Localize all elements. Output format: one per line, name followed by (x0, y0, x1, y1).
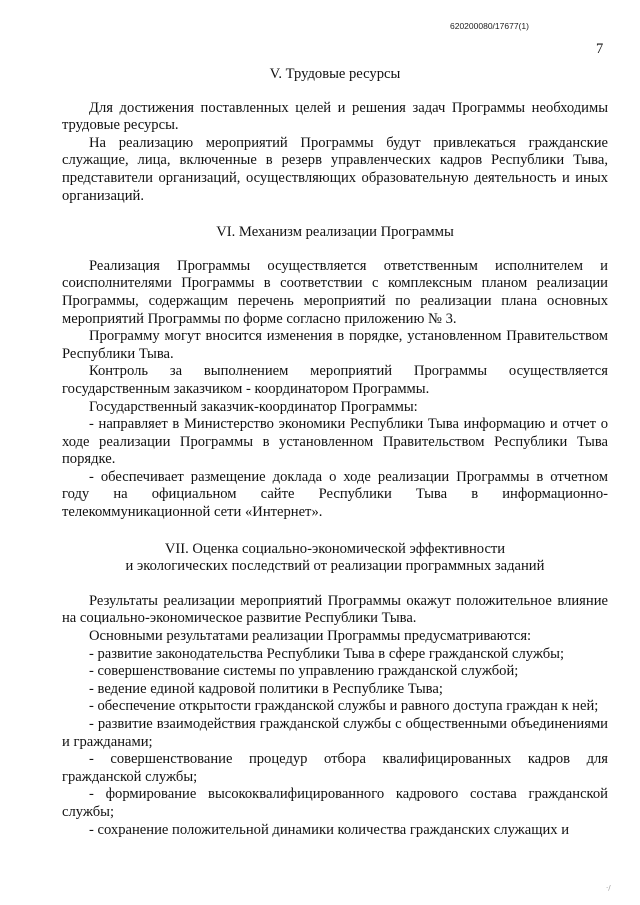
list-item: - совершенствование процедур отбора квалифицированных кадров для гражданской службы; (62, 751, 608, 785)
paragraph: Результаты реализации мероприятий Программы окажут положительное влияние на социально-экономическое развитие Республики Тыва. (62, 592, 608, 627)
list-item: - обеспечение открытости гражданской службы и равного доступа граждан к ней; (89, 698, 599, 715)
paragraph: Программу могут вносится изменения в порядке, установленном Правительством Республики Тыва. (62, 328, 608, 362)
section-7-title-line-2: и экологических последствий от реализации программных заданий (125, 558, 545, 575)
section-5-title: V. Трудовые ресурсы (269, 66, 401, 82)
document-body (62, 66, 608, 839)
list-item: - совершенствование системы по управлению гражданской службой; (89, 663, 519, 680)
list-item: - сохранение положительной динамики количества гражданских служащих и (89, 821, 570, 838)
list-item: - обеспечивает размещение доклада о ходе реализации Программы в отчетном году на официальном сайте Республики Тыва в информационно-телекоммуникационной сети «Интернет». (62, 468, 608, 521)
paragraph: На реализацию мероприятий Программы будут привлекаться гражданские служащие, лица, включенные в резерв управленческих кадров Республики Тыва, представители организаций, осуществляющих образовательную деятельность и иных организаций. (62, 134, 608, 204)
paragraph: Реализация Программы осуществляется ответственным исполнителем и соисполнителями Программы в соответствии с комплексным планом реализации Программы, содержащим перечень мероприятий по реализации плана основных мероприятий Программы по форме согласно приложению № 3. (62, 257, 608, 327)
corner-mark: ·/ (606, 884, 611, 892)
paragraph: Для достижения поставленных целей и решения задач Программы необходимы трудовые ресурсы. (62, 99, 608, 134)
document-id: 620200080/17677(1) (450, 21, 529, 31)
list-item: - формирование высококвалифицированного кадрового состава гражданской службы; (62, 786, 608, 820)
section-7-title-line-1: VII. Оценка социально-экономической эффективности (164, 540, 506, 557)
page-number: 7 (596, 41, 604, 57)
paragraph: Основными результатами реализации Программы предусматриваются: (89, 628, 532, 645)
section-6-title: VI. Механизм реализации Программы (216, 224, 454, 241)
paragraph: Государственный заказчик-координатор Программы: (89, 398, 418, 415)
list-item: - ведение единой кадровой политики в Республике Тыва; (89, 680, 443, 697)
list-item: - направляет в Министерство экономики Республики Тыва информацию и отчет о ходе реализации Программы в установленном Правительством Республики Тыва порядке. (62, 416, 608, 468)
paragraph: Контроль за выполнением мероприятий Программы осуществляется государственным заказчиком - координатором Программы. (62, 363, 608, 397)
list-item: - развитие законодательства Республики Тыва в сфере гражданской службы; (89, 645, 565, 662)
list-item: - развитие взаимодействия гражданской службы с общественными объединениями и гражданами; (62, 716, 608, 750)
